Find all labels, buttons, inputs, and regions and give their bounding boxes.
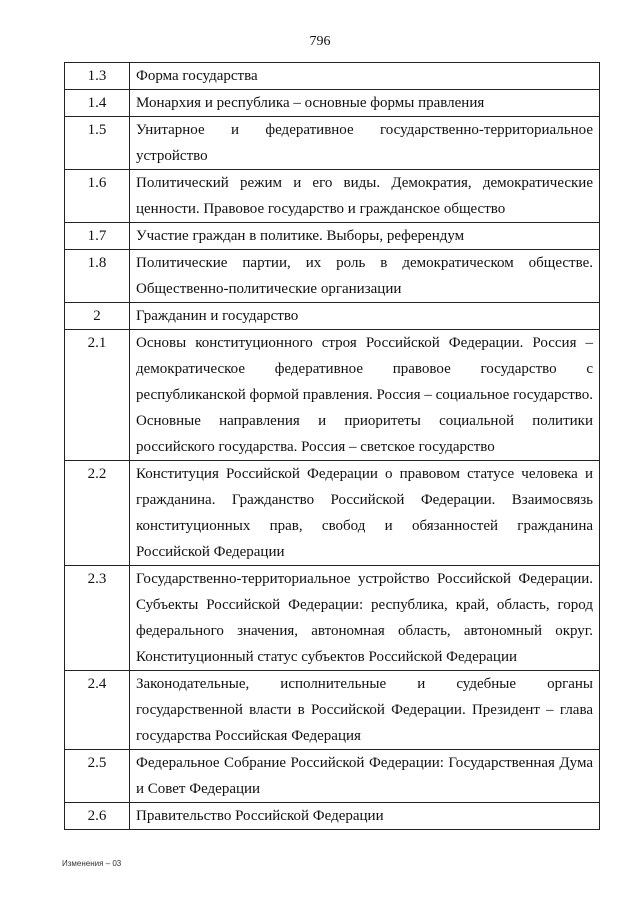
row-text: Форма государства — [130, 63, 600, 90]
row-number: 2 — [65, 303, 130, 330]
table-row — [65, 671, 600, 750]
row-text: Правительство Российской Федерации — [130, 803, 600, 830]
row-text: Политические партии, их роль в демократическом обществе. Общественно-политические организации — [130, 250, 600, 303]
table-row — [65, 303, 600, 330]
row-number: 1.4 — [65, 90, 130, 117]
table-row — [65, 170, 600, 223]
row-number: 2.3 — [65, 566, 130, 671]
row-number: 1.5 — [65, 117, 130, 170]
table-row — [65, 90, 600, 117]
table-row — [65, 250, 600, 303]
table-row — [65, 803, 600, 830]
row-number: 1.6 — [65, 170, 130, 223]
table-row — [65, 566, 600, 671]
content-table — [64, 62, 600, 830]
row-text: Законодательные, исполнительные и судебные органы государственной власти в Российской Федерации. Президент – глава государства Российская Федерация — [130, 671, 600, 750]
row-number: 1.7 — [65, 223, 130, 250]
table-row — [65, 223, 600, 250]
table-row — [65, 117, 600, 170]
row-text: Конституция Российской Федерации о правовом статусе человека и гражданина. Гражданство Российской Федерации. Взаимосвязь конституционных прав, свобод и обязанностей гражданина Российской Федерации — [130, 461, 600, 566]
table-row — [65, 750, 600, 803]
row-text: Основы конституционного строя Российской Федерации. Россия – демократическое федеративное правовое государство с республиканской формой правления. Россия – социальное государство. Основные направления и приоритеты социальной политики российского государства. Россия – светское государство — [130, 330, 600, 461]
row-text: Федеральное Собрание Российской Федерации: Государственная Дума и Совет Федерации — [130, 750, 600, 803]
table-row — [65, 63, 600, 90]
row-text: Гражданин и государство — [130, 303, 600, 330]
row-text: Политический режим и его виды. Демократия, демократические ценности. Правовое государство и гражданское общество — [130, 170, 600, 223]
table-row — [65, 461, 600, 566]
row-number: 2.4 — [65, 671, 130, 750]
row-number: 1.3 — [65, 63, 130, 90]
footer-revision: Изменения – 03 — [62, 859, 122, 868]
page-number: 796 — [309, 34, 331, 49]
row-text: Монархия и республика – основные формы правления — [130, 90, 600, 117]
row-text: Участие граждан в политике. Выборы, референдум — [130, 223, 600, 250]
row-text: Унитарное и федеративное государственно-территориальное устройство — [130, 117, 600, 170]
row-text: Государственно-территориальное устройство Российской Федерации. Субъекты Российской Федерации: республика, край, область, город федерального значения, автономная область, автономный округ. Конституционный статус субъектов Российской Федерации — [130, 566, 600, 671]
row-number: 2.2 — [65, 461, 130, 566]
row-number: 1.8 — [65, 250, 130, 303]
row-number: 2.6 — [65, 803, 130, 830]
row-number: 2.1 — [65, 330, 130, 461]
table-row — [65, 330, 600, 461]
row-number: 2.5 — [65, 750, 130, 803]
